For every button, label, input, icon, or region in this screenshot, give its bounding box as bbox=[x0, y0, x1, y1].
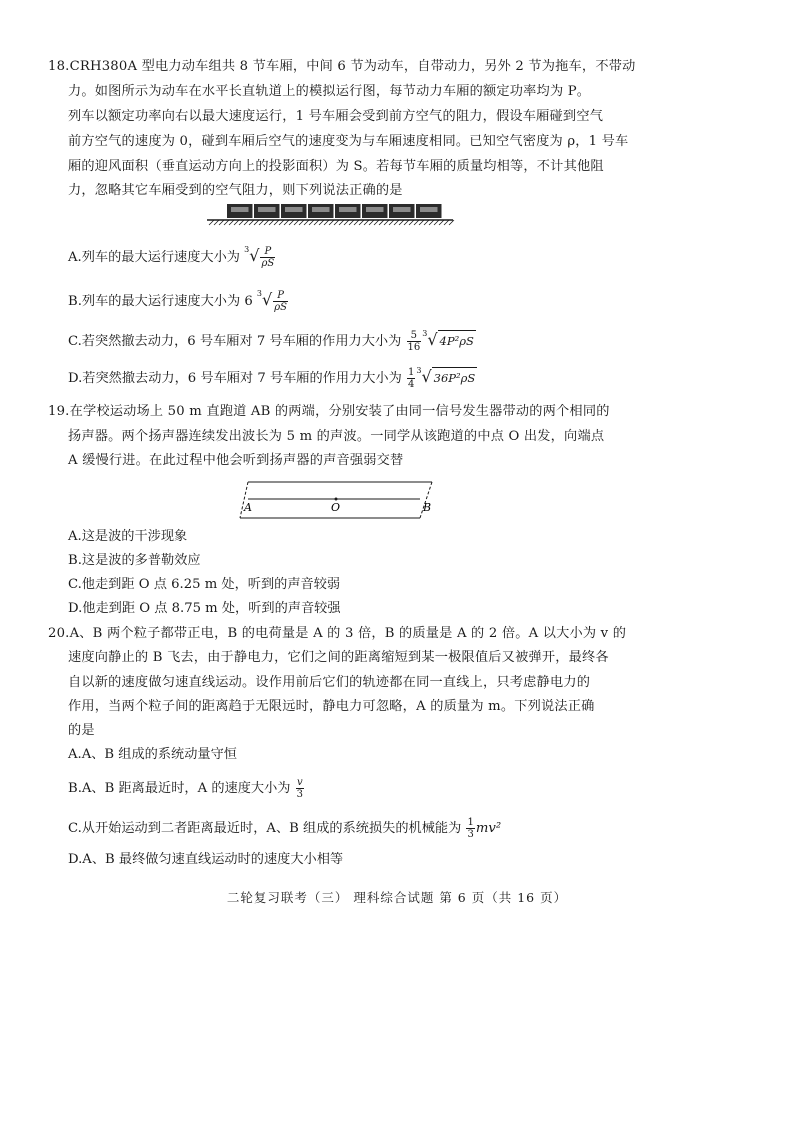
q20-option-c-tail: mv² bbox=[475, 821, 502, 836]
coef-den: 16 bbox=[407, 342, 421, 353]
q18-option-b-text: B.列车的最大运行速度大小为 6 bbox=[68, 294, 253, 309]
q20-line-3: 自以新的速度做匀速直线运动。设作用前后它们的轨迹都在同一直线上，只考虑静电力的 bbox=[68, 675, 591, 690]
q20-line-1: 20.A、B 两个粒子都带正电，B 的电荷量是 A 的 3 倍，B 的质量是 A 的 2 倍。A 以大小为 v 的 bbox=[48, 626, 627, 641]
q18-line-1: 18.CRH380A 型电力动车组共 8 节车厢，中间 6 节为动车，自带动力，另外 2 节为拖车，不带动 bbox=[48, 59, 636, 74]
q20-option-b bbox=[68, 777, 305, 800]
fraction-den: 3 bbox=[467, 829, 474, 840]
train-car-window bbox=[285, 207, 303, 212]
root-index: 3 bbox=[422, 329, 428, 338]
fraction-num: P bbox=[273, 290, 288, 302]
root-index: 3 bbox=[416, 366, 422, 375]
q19-line-2: 扬声器。两个扬声器连续发出波长为 5 m 的声波。一同学从该跑道的中点 O 出发，向端点 bbox=[68, 429, 605, 444]
q18-option-b bbox=[68, 290, 289, 313]
q19-option-d: D.他走到距 O 点 8.75 m 处，听到的声音较强 bbox=[68, 601, 341, 616]
q20-option-d: D.A、B 最终做匀速直线运动时的速度大小相等 bbox=[68, 852, 344, 867]
fraction-num: v bbox=[297, 777, 303, 788]
cube-root-c: $^3$√ 4P²ρS bbox=[422, 329, 474, 349]
root-index: 3 bbox=[244, 245, 250, 254]
q19-option-c: C.他走到距 O 点 6.25 m 处，听到的声音较弱 bbox=[68, 577, 341, 592]
train-car-window bbox=[420, 207, 438, 212]
cube-root-d: $^3$√ 36P²ρS bbox=[416, 366, 476, 386]
q20-option-b-text: B.A、B 距离最近时，A 的速度大小为 bbox=[68, 781, 291, 796]
label-b: B bbox=[423, 501, 432, 514]
coef-d bbox=[407, 367, 415, 390]
q18-option-d-text: D.若突然撤去动力，6 号车厢对 7 号车厢的作用力大小为 bbox=[68, 371, 402, 386]
q19-option-a: A.这是波的干涉现象 bbox=[68, 529, 188, 544]
q19-line-1: 19.在学校运动场上 50 m 直跑道 AB 的两端，分别安装了由同一信号发生器带动的两个相同的 bbox=[48, 404, 610, 419]
q19-line-3: A 缓慢行进。在此过程中他会听到扬声器的声音强弱交替 bbox=[68, 453, 404, 468]
q18-line-5: 厢的迎风面积（垂直运动方向上的投影面积）为 S。若每节车厢的质量均相等，不计其他阻 bbox=[68, 159, 604, 174]
q20-line-5: 的是 bbox=[68, 723, 95, 738]
coef-num: 1 bbox=[407, 367, 415, 378]
page-footer: 二轮复习联考（三） 理科综合试题 第 6 页（共 16 页） bbox=[226, 890, 568, 905]
fraction-p-rho-s bbox=[273, 290, 288, 313]
fraction-den: 3 bbox=[296, 789, 304, 800]
q20-option-a: A.A、B 组成的系统动量守恒 bbox=[68, 747, 237, 762]
fraction-den: ρS bbox=[261, 258, 275, 269]
label-o: O bbox=[331, 501, 341, 514]
train-car-window bbox=[393, 207, 411, 212]
q18-line-3: 列车以额定功率向右以最大速度运行，1 号车厢会受到前方空气的阻力，假设车厢碰到空气 bbox=[68, 109, 604, 124]
train-car-window bbox=[312, 207, 330, 212]
q20-line-4: 作用，当两个粒子间的距离趋于无限远时，静电力可忽略，A 的质量为 m。下列说法正确 bbox=[68, 699, 595, 714]
track-figure bbox=[236, 474, 436, 524]
root-index: 3 bbox=[256, 289, 263, 298]
coef-num: 5 bbox=[407, 330, 422, 342]
cube-root-b: $^3$√ $\frac{P}{\rho S}$ bbox=[256, 289, 287, 313]
q20-option-c-text: C.从开始运动到二者距离最近时，A、B 组成的系统损失的机械能为 bbox=[68, 821, 462, 836]
radicand-d: 36P²ρS bbox=[432, 367, 478, 388]
fraction-v-3 bbox=[296, 777, 304, 800]
fraction-1-3 bbox=[466, 817, 474, 840]
coef-den: 4 bbox=[407, 379, 415, 390]
q18-option-c-text: C.若突然撤去动力，6 号车厢对 7 号车厢的作用力大小为 bbox=[68, 334, 402, 349]
fraction-den: ρS bbox=[274, 302, 287, 313]
cube-root-a: $^3$√ $\frac{P}{\rho S}$ bbox=[244, 245, 275, 269]
q20-option-c bbox=[68, 817, 501, 840]
train-car-window bbox=[258, 207, 276, 212]
fraction-p-rho-s bbox=[260, 246, 275, 269]
label-a: A bbox=[244, 501, 252, 514]
train-car-window bbox=[339, 207, 357, 212]
q18-option-d bbox=[68, 367, 477, 390]
q20-line-2: 速度向静止的 B 飞去，由于静电力，它们之间的距离缩短到某一极限值后又被弹开，最终各 bbox=[68, 650, 609, 665]
train-car-window bbox=[366, 207, 384, 212]
train-figure bbox=[205, 200, 455, 226]
q18-line-2: 力。如图所示为动车在水平长直轨道上的模拟运行图，每节动力车厢的额定功率均为 P。 bbox=[68, 84, 591, 99]
q18-option-c bbox=[68, 330, 476, 353]
train-car-window bbox=[231, 207, 249, 212]
fraction-num: 1 bbox=[467, 817, 474, 828]
q18-option-a-text: A.列车的最大运行速度大小为 bbox=[68, 250, 240, 265]
radicand-c: 4P²ρS bbox=[438, 330, 476, 351]
q18-line-4: 前方空气的速度为 0，碰到车厢后空气的速度变为与车厢速度相同。已知空气密度为 ρ，1 号车 bbox=[68, 134, 629, 149]
q18-line-6: 力，忽略其它车厢受到的空气阻力，则下列说法正确的是 bbox=[68, 183, 403, 198]
fraction-num: P bbox=[260, 246, 275, 258]
coef-c bbox=[407, 330, 422, 353]
q19-option-b: B.这是波的多普勒效应 bbox=[68, 553, 201, 568]
q18-option-a bbox=[68, 246, 276, 269]
